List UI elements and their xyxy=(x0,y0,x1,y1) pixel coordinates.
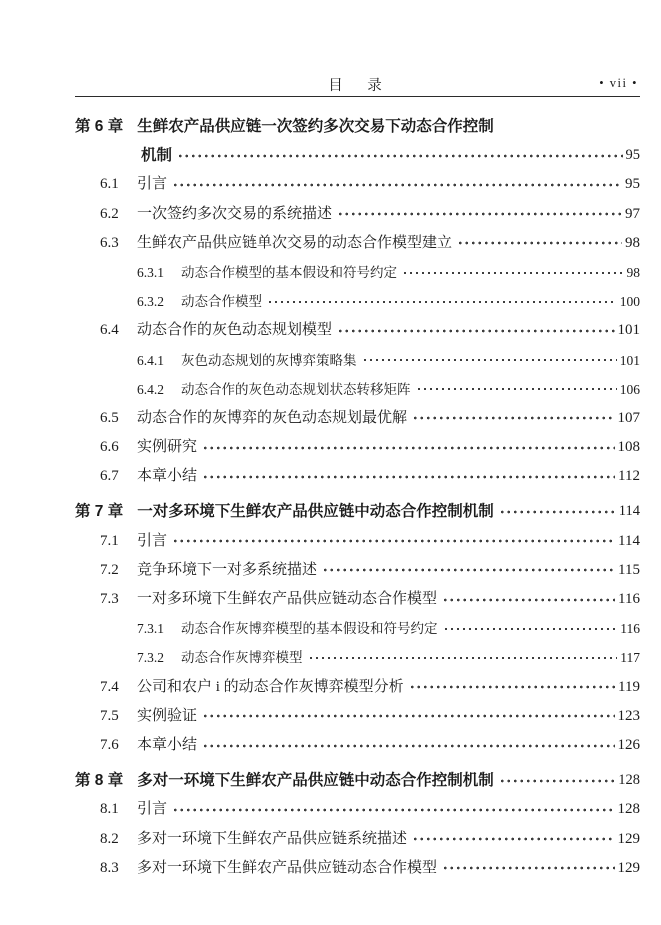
toc-entry-title: 多对一环境下生鲜农产品供应链动态合作模型 xyxy=(137,859,438,876)
toc-entry-title: 一对多环境下生鲜农产品供应链中动态合作控制机制 xyxy=(137,503,494,521)
toc-dot-leader xyxy=(499,508,616,516)
toc-entry-page: 116 xyxy=(620,621,640,637)
toc-entry-number: 7.1 xyxy=(100,532,119,549)
toc xyxy=(75,112,640,883)
toc-dot-leader xyxy=(267,298,617,306)
toc-dot-leader xyxy=(402,269,624,277)
toc-entry-number: 6.3.2 xyxy=(137,294,164,310)
toc-dot-leader xyxy=(202,444,614,452)
toc-entry-page: 116 xyxy=(618,591,640,607)
toc-entry-page: 115 xyxy=(618,561,640,578)
toc-entry xyxy=(75,112,640,141)
toc-entry-number: 8.1 xyxy=(100,801,119,818)
toc-entry-title: 引言 xyxy=(137,801,168,818)
toc-dot-leader xyxy=(202,712,614,720)
toc-entry-title: 一次签约多次交易的系统描述 xyxy=(137,205,333,222)
toc-entry-page: 108 xyxy=(617,439,640,456)
toc-entry xyxy=(75,433,640,462)
toc-entry-number: 6.5 xyxy=(100,409,119,426)
toc-dot-leader xyxy=(172,806,614,814)
toc-dot-leader xyxy=(362,356,617,364)
page-number-folio: • vii • xyxy=(599,76,638,90)
toc-entry-title: 动态合作模型的基本假设和符号约定 xyxy=(181,264,397,280)
toc-entry-number: 第 7 章 xyxy=(75,503,124,521)
toc-entry-page: 98 xyxy=(625,234,640,251)
toc-entry-page: 95 xyxy=(625,176,640,193)
toc-entry xyxy=(75,229,640,258)
toc-entry-page: 98 xyxy=(626,264,640,280)
toc-entry-title: 引言 xyxy=(137,176,168,193)
toc-dot-leader xyxy=(308,654,618,662)
toc-entry xyxy=(75,141,640,170)
toc-dot-leader xyxy=(409,683,615,691)
toc-entry-title: 动态合作的灰博弈的灰色动态规划最优解 xyxy=(137,409,408,426)
toc-entry xyxy=(75,795,640,824)
toc-entry-title: 动态合作的灰色动态规划模型 xyxy=(137,322,333,339)
toc-entry-title: 动态合作模型 xyxy=(181,294,262,310)
toc-entry xyxy=(75,375,640,404)
toc-dot-leader xyxy=(442,596,615,604)
toc-entry xyxy=(75,854,640,883)
toc-entry-number: 7.2 xyxy=(100,561,119,578)
toc-entry-title: 引言 xyxy=(137,532,168,549)
toc-entry-number: 7.3.2 xyxy=(137,650,164,666)
toc-entry-page: 114 xyxy=(618,532,640,549)
toc-entry xyxy=(75,702,640,731)
toc-entry-number: 6.4.1 xyxy=(137,352,164,368)
toc-entry-title: 机制 xyxy=(141,147,173,165)
toc-entry-page: 129 xyxy=(617,859,640,876)
toc-dot-leader xyxy=(412,835,614,843)
toc-entry-number: 7.5 xyxy=(100,707,119,724)
toc-entry-number: 第 8 章 xyxy=(75,772,124,790)
toc-entry xyxy=(75,673,640,702)
toc-entry xyxy=(75,346,640,375)
toc-dot-leader xyxy=(442,864,614,872)
toc-entry-title: 灰色动态规划的灰博弈策略集 xyxy=(181,352,357,368)
toc-entry xyxy=(75,643,640,672)
toc-entry-number: 7.4 xyxy=(100,678,119,695)
toc-entry-page: 100 xyxy=(619,294,640,310)
toc-entry-page: 106 xyxy=(619,381,640,397)
toc-entry xyxy=(75,316,640,345)
toc-entry-title: 实例研究 xyxy=(137,439,198,456)
toc-entry-title: 生鲜农产品供应链单次交易的动态合作模型建立 xyxy=(137,234,453,251)
page-header-title: 目 录 xyxy=(328,78,387,94)
toc-entry xyxy=(75,404,640,433)
toc-entry xyxy=(75,556,640,585)
toc-dot-leader xyxy=(202,473,615,481)
toc-entry-number: 6.4.2 xyxy=(137,381,164,397)
toc-dot-leader xyxy=(322,566,615,574)
toc-dot-leader xyxy=(499,777,616,785)
toc-entry xyxy=(75,766,640,795)
toc-entry-title: 多对一环境下生鲜农产品供应链系统描述 xyxy=(137,830,408,847)
toc-entry-number: 8.3 xyxy=(100,859,119,876)
toc-entry-page: 129 xyxy=(617,830,640,847)
toc-entry-number: 8.2 xyxy=(100,830,119,847)
toc-entry-number: 7.6 xyxy=(100,736,119,753)
toc-dot-leader xyxy=(457,239,622,247)
toc-dot-leader xyxy=(177,152,622,160)
toc-entry-title: 生鲜农产品供应链一次签约多次交易下动态合作控制 xyxy=(137,118,494,135)
toc-entry-page: 101 xyxy=(619,352,640,368)
toc-entry-title: 动态合作灰博弈模型 xyxy=(181,650,303,666)
toc-entry-page: 112 xyxy=(618,468,640,485)
toc-entry-number: 第 6 章 xyxy=(75,118,124,135)
toc-entry-page: 95 xyxy=(625,147,640,164)
toc-entry-title: 动态合作灰博弈模型的基本假设和符号约定 xyxy=(181,621,438,637)
toc-dot-leader xyxy=(337,210,622,218)
toc-dot-leader xyxy=(412,414,614,422)
toc-dot-leader xyxy=(172,537,615,545)
toc-entry-number: 7.3.1 xyxy=(137,621,164,637)
toc-entry-number: 6.4 xyxy=(100,322,119,339)
toc-entry xyxy=(75,731,640,760)
toc-entry xyxy=(75,200,640,229)
toc-entry-title: 竞争环境下一对多系统描述 xyxy=(137,561,318,578)
toc-entry-page: 126 xyxy=(617,736,640,753)
toc-entry xyxy=(75,585,640,614)
toc-dot-leader xyxy=(202,742,614,750)
toc-entry-title: 公司和农户 i 的动态合作灰博弈模型分析 xyxy=(137,678,404,695)
toc-dot-leader xyxy=(416,385,617,393)
toc-entry xyxy=(75,462,640,491)
toc-entry-page: 107 xyxy=(617,409,640,426)
page-header xyxy=(75,74,640,97)
toc-entry-title: 实例验证 xyxy=(137,707,198,724)
toc-entry-page: 119 xyxy=(618,678,640,695)
toc-dot-leader xyxy=(172,181,622,189)
toc-entry-number: 6.3 xyxy=(100,234,119,251)
toc-entry-page: 101 xyxy=(617,322,640,339)
toc-entry-page: 123 xyxy=(617,707,640,724)
toc-entry xyxy=(75,527,640,556)
toc-entry xyxy=(75,170,640,199)
toc-entry xyxy=(75,614,640,643)
toc-entry-title: 本章小结 xyxy=(137,468,198,485)
toc-entry-title: 动态合作的灰色动态规划状态转移矩阵 xyxy=(181,381,411,397)
toc-entry xyxy=(75,287,640,316)
toc-entry-page: 128 xyxy=(617,801,640,818)
toc-entry-page: 117 xyxy=(620,650,640,666)
toc-entry-number: 6.2 xyxy=(100,205,119,222)
toc-entry-number: 6.7 xyxy=(100,468,119,485)
toc-entry-title: 一对多环境下生鲜农产品供应链动态合作模型 xyxy=(137,591,438,607)
toc-entry-title: 多对一环境下生鲜农产品供应链中动态合作控制机制 xyxy=(137,772,494,790)
toc-entry-number: 6.1 xyxy=(100,176,119,193)
toc-entry-page: 114 xyxy=(618,503,640,520)
toc-dot-leader xyxy=(337,327,614,335)
toc-dot-leader xyxy=(443,625,618,633)
toc-entry-page: 97 xyxy=(625,205,640,222)
toc-entry xyxy=(75,258,640,287)
toc-entry-page: 128 xyxy=(618,772,640,789)
toc-entry xyxy=(75,497,640,526)
toc-entry-number: 7.3 xyxy=(100,591,119,607)
toc-entry-number: 6.6 xyxy=(100,439,119,456)
toc-entry xyxy=(75,825,640,854)
toc-entry-number: 6.3.1 xyxy=(137,264,164,280)
toc-entry-title: 本章小结 xyxy=(137,736,198,753)
